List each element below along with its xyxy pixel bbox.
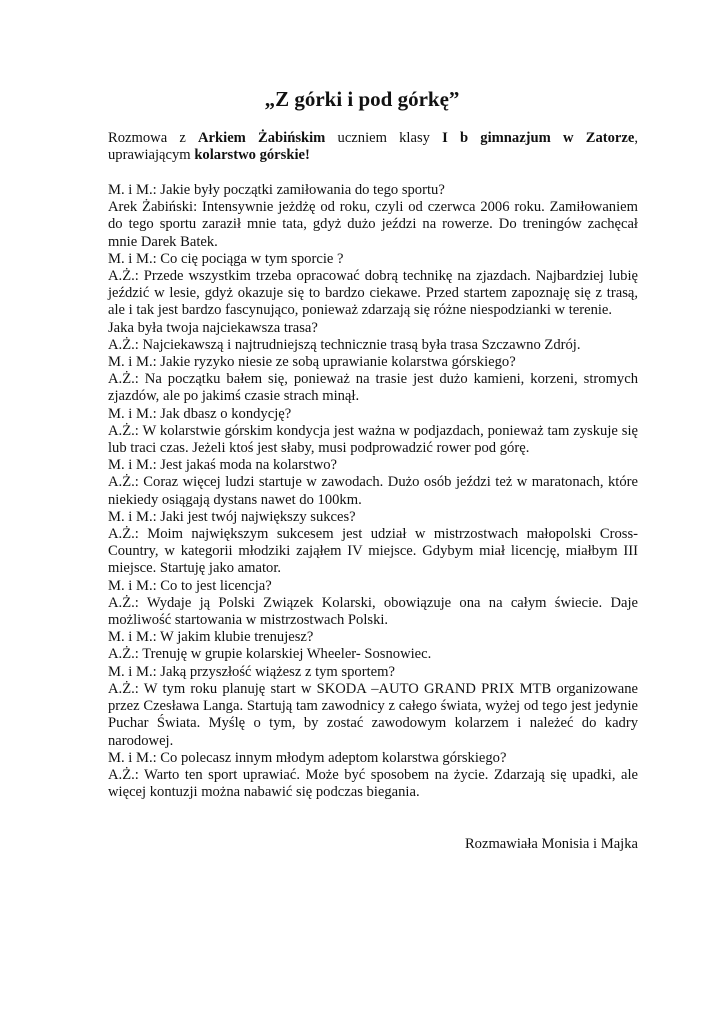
interview-paragraph: M. i M.: Co to jest licencja? [108,577,272,594]
intro-text-1: Rozmowa z [108,130,199,146]
intro-text-3: , uprawiającym [108,130,638,164]
interview-paragraph: M. i M.: Co polecasz innym młodym adeptom kolarstwa górskiego? [108,749,507,766]
interview-paragraph: M. i M.: Jest jakaś moda na kolarstwo? [108,457,338,474]
interviewee-name: Arkiem Żabińskim [198,130,326,146]
interview-paragraph: A.Ż.: Warto ten sport uprawiać. Może być sposobem na życie. Zdarzają się upadki, ale więcej kontuzji można nabawić się podczas biegania. [108,766,638,801]
interview-paragraph: A.Ż.: Moim największym sukcesem jest udział w mistrzostwach małopolski Cross-Country, w kategorii młodziki zająłem IV miejsce. Gdybym miał licencję, miałbym III miejsce. Startuję jako amator. [108,526,638,577]
interview-paragraph: A.Ż.: Najciekawszą i najtrudniejszą technicznie trasą była trasa Szczawno Zdrój. [108,336,581,353]
interview-paragraph: M. i M.: Jaką przyszłość wiążesz z tym sportem? [108,663,395,680]
interview-paragraph: A.Ż.: Na początku bałem się, ponieważ na trasie jest dużo kamieni, korzeni, stromych zjazdów, ale po jakimś czasie strach minął. [108,371,638,405]
intro-paragraph [108,130,638,164]
signature: Rozmawiała Monisia i Majka [464,836,638,852]
interview-paragraph: A.Ż.: Trenuję w grupie kolarskiej Wheeler- Sosnowiec. [108,646,432,663]
interview-paragraph: Jaka była twoja najciekawsza trasa? [108,319,318,336]
interview-paragraph: M. i M.: Jaki jest twój największy sukces? [108,508,356,525]
interview-body [108,182,638,801]
interview-paragraph: A.Ż.: Coraz więcej ludzi startuje w zawodach. Dużo osób jeździ też w maratonach, które niekiedy osiągają dystans nawet do 100km. [108,474,638,508]
interview-paragraph: M. i M.: W jakim klubie trenujesz? [108,629,314,646]
interview-paragraph: A.Ż.: Przede wszystkim trzeba opracować dobrą technikę na zjazdach. Najbardziej lubię jeździć w lesie, gdyż okazuje się to bardzo ciekawe. Przed startem zapoznaję się z trasą, ale i tak jest bardzo fascynująco, ponieważ zdarzają się różne niespodzianki w terenie. [108,268,638,319]
interview-paragraph: A.Ż.: W tym roku planuję start w SKODA –AUTO GRAND PRIX MTB organizowane przez Czesława Langa. Startują tam zawodnicy z całego świata, wyżej od tego jest jedynie Puchar Świata. Myślę o tym, by zostać zawodowym kolarzem i należeć do kadry narodowej. [108,680,638,749]
interview-paragraph: M. i M.: Jakie ryzyko niesie ze sobą uprawianie kolarstwa górskiego? [108,354,516,371]
interview-paragraph: A.Ż.: Wydaje ją Polski Związek Kolarski, obowiązuje ona na całym świecie. Daje możliwość startowania w mistrzostwach Polski. [108,594,638,629]
interview-paragraph: Arek Żabiński: Intensywnie jeżdżę od roku, czyli od czerwca 2006 roku. Zamiłowaniem do tego sportu zaraził mnie tata, gdyż dużo jeździ na rowerze. Do treningów zachęcał mnie Darek Batek. [108,199,638,250]
interview-paragraph: M. i M.: Jak dbasz o kondycję? [108,405,292,422]
interview-paragraph: M. i M.: Co cię pociąga w tym sporcie ? [108,250,344,267]
sport-name: kolarstwo górskie! [194,147,310,164]
interview-paragraph: M. i M.: Jakie były początki zamiłowania do tego sportu? [108,182,445,198]
school-class: I b gimnazjum w Zatorze [442,130,635,146]
article-title: „Z górki i pod górkę” [264,87,460,111]
interview-paragraph: A.Ż.: W kolarstwie górskim kondycja jest ważna w podjazdach, ponieważ tam zyskuje się lub traci czas. Jeżeli ktoś jest słaby, musi podprowadzić rower pod górę. [108,422,638,457]
intro-text-2: uczniem klasy [325,130,443,146]
